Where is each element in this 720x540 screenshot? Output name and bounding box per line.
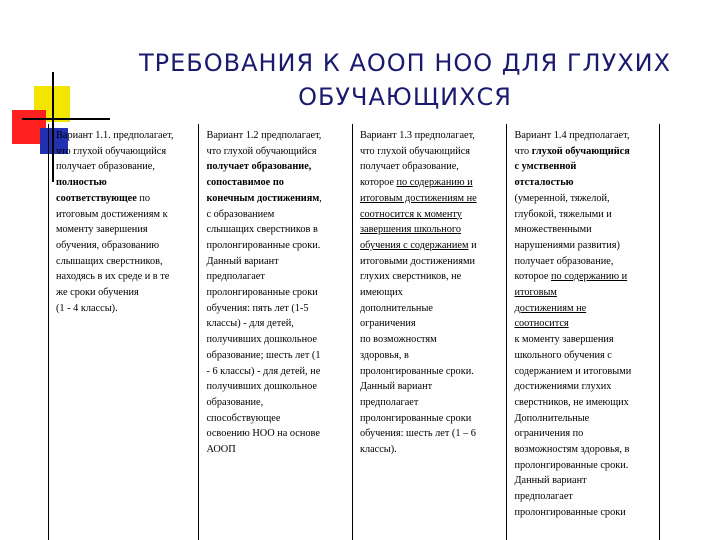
cell-text-line xyxy=(514,191,655,207)
cell-text-line xyxy=(360,348,503,364)
cell-text-line xyxy=(360,128,503,144)
cell-text-line xyxy=(56,191,194,207)
text-segment: школьного обучения с xyxy=(514,349,612,361)
text-segment: получает образование, xyxy=(514,255,614,267)
variant-cell-1-3 xyxy=(352,124,507,540)
cell-text-line xyxy=(206,395,348,411)
cell-text-line xyxy=(514,159,655,175)
text-segment: отсталостью xyxy=(514,177,574,189)
cell-text-line xyxy=(360,395,503,411)
slide-title xyxy=(100,46,710,114)
text-segment: Вариант 1.3 предполагает, xyxy=(359,130,475,141)
cell-text-line xyxy=(514,442,655,458)
cell-text-line xyxy=(360,191,503,207)
variant-cell-1-1 xyxy=(49,124,199,540)
cell-text-line xyxy=(206,222,348,238)
text-segment: Данный вариант xyxy=(359,381,433,393)
cell-text-line xyxy=(360,285,503,301)
text-segment: слышащих сверстников, xyxy=(56,255,163,267)
cell-text-line xyxy=(206,348,348,364)
cell-text-line xyxy=(56,285,194,301)
text-segment: Данный вариант xyxy=(206,255,279,267)
cell-text-line xyxy=(514,411,655,427)
cell-text-line xyxy=(514,222,655,238)
slide-title-line-2: ОБУЧАЮЩИХСЯ xyxy=(298,83,512,111)
cell-text-line xyxy=(514,379,655,395)
cell-text-line xyxy=(56,128,194,144)
text-segment: предполагает xyxy=(206,271,265,283)
text-segment: которое xyxy=(359,177,397,189)
text-segment: что xyxy=(514,145,532,157)
text-segment: Вариант 1.2 предполагает, xyxy=(206,130,322,141)
variants-row xyxy=(49,124,660,540)
cell-text-line xyxy=(56,254,194,270)
cell-text-line xyxy=(514,395,655,411)
cell-text-line xyxy=(206,269,348,285)
text-segment: к моменту завершения xyxy=(514,334,614,346)
text-segment: сверстников, не имеющих xyxy=(514,396,629,408)
cell-text-line xyxy=(360,379,503,395)
text-segment: пролонгированные сроки. xyxy=(206,239,321,251)
text-segment: пролонгированные сроки. xyxy=(359,365,474,377)
cell-text-line xyxy=(514,426,655,442)
cell-text-line xyxy=(360,332,503,348)
text-segment: и xyxy=(468,239,477,251)
text-segment: слышащих сверстников в xyxy=(206,224,318,236)
cell-text-line xyxy=(206,207,348,223)
text-segment: же сроки обучения xyxy=(56,287,139,299)
text-segment: достижениям не xyxy=(514,302,587,314)
cell-text-line xyxy=(360,207,503,223)
text-segment: здоровья, в xyxy=(359,349,409,361)
text-segment: по возможностям xyxy=(359,334,437,346)
text-segment: освоению НОО на основе xyxy=(206,428,320,440)
text-segment: по xyxy=(136,192,151,204)
text-segment: глухих сверстников, не xyxy=(359,271,462,283)
cell-text-line xyxy=(206,175,348,191)
cell-text-line xyxy=(514,285,655,301)
text-segment: соответствующее xyxy=(56,192,137,204)
cell-text-line xyxy=(206,285,348,301)
text-segment: , xyxy=(319,192,322,204)
text-segment: Данный вариант xyxy=(514,475,587,487)
cell-text-line xyxy=(360,269,503,285)
cell-text-line xyxy=(360,411,503,427)
slide-title-line-1: ТРЕБОВАНИЯ К АООП НОО ДЛЯ ГЛУХИХ xyxy=(138,49,672,77)
cell-text-line xyxy=(206,301,348,317)
cell-text-line xyxy=(206,159,348,175)
text-segment: получивших дошкольное xyxy=(206,334,317,346)
cell-text-line xyxy=(360,175,503,191)
cell-text-line xyxy=(56,144,194,160)
cell-text-line xyxy=(514,505,655,521)
cell-text-line xyxy=(514,348,655,364)
cell-text-line xyxy=(514,458,655,474)
text-segment: Вариант 1.1. предполагает, xyxy=(56,130,174,141)
text-segment: пролонгированные сроки xyxy=(359,412,472,424)
text-segment: которое xyxy=(514,271,552,283)
text-segment: пролонгированные сроки xyxy=(514,506,626,518)
text-segment: классы) - для детей, xyxy=(206,318,294,330)
cell-text-line xyxy=(360,144,503,160)
cell-text-line xyxy=(206,254,348,270)
cell-text-line xyxy=(206,442,348,458)
cell-text-line xyxy=(360,159,503,175)
variants-table xyxy=(48,124,660,540)
text-segment: классы). xyxy=(359,444,397,456)
cell-text-line xyxy=(514,269,655,285)
cell-text-line xyxy=(360,364,503,380)
cell-text-line xyxy=(360,254,503,270)
cell-text-line xyxy=(56,159,194,175)
text-segment: глубокой, тяжелыми и xyxy=(514,208,612,220)
decor-horizontal-line xyxy=(22,118,110,120)
text-segment: что глухой обучающийся xyxy=(206,145,317,157)
text-segment: находясь в их среде и в те xyxy=(56,271,170,283)
text-segment: итоговым xyxy=(514,287,557,299)
text-segment: получивших дошкольное xyxy=(206,381,317,393)
text-segment: ограничения xyxy=(359,318,416,330)
text-segment: обучения: пять лет (1-5 xyxy=(206,302,309,314)
cell-text-line xyxy=(360,442,503,458)
text-segment: пролонгированные сроки xyxy=(206,287,318,299)
text-segment: Вариант 1.4 предполагает, xyxy=(514,130,630,141)
variant-cell-1-4 xyxy=(507,124,660,540)
text-segment: дополнительные xyxy=(359,302,433,314)
text-segment: АООП xyxy=(206,444,236,456)
text-segment: что глухой обучающийся xyxy=(359,145,471,157)
cell-text-line xyxy=(360,238,503,254)
text-segment: содержанием и итоговыми xyxy=(514,365,632,377)
cell-text-line xyxy=(206,191,348,207)
cell-text-line xyxy=(514,254,655,270)
cell-text-line xyxy=(206,238,348,254)
text-segment: предполагает xyxy=(359,396,419,408)
text-segment: завершения школьного xyxy=(359,224,461,236)
cell-text-line xyxy=(206,144,348,160)
cell-text-line xyxy=(514,489,655,505)
cell-text-line xyxy=(206,364,348,380)
text-segment: по содержанию и xyxy=(551,271,628,283)
cell-text-line xyxy=(514,238,655,254)
cell-text-line xyxy=(360,426,503,442)
text-segment: получает образование, xyxy=(206,161,312,173)
text-segment: достижениями глухих xyxy=(514,381,612,393)
text-segment: - 6 классы) - для детей, не xyxy=(206,365,321,377)
text-segment: обучения с содержанием xyxy=(359,239,469,251)
cell-text-line xyxy=(514,175,655,191)
cell-text-line xyxy=(514,207,655,223)
cell-text-line xyxy=(514,332,655,348)
cell-text-line xyxy=(514,128,655,144)
text-segment: предполагает xyxy=(514,491,573,503)
text-segment: множественными xyxy=(514,224,592,236)
text-segment: получает образование, xyxy=(56,161,155,173)
text-segment: моменту завершения xyxy=(56,224,148,236)
cell-text-line xyxy=(514,144,655,160)
cell-text-line xyxy=(56,222,194,238)
cell-text-line xyxy=(206,379,348,395)
text-segment: с умственной xyxy=(514,161,577,173)
cell-text-line xyxy=(514,364,655,380)
text-segment: (умеренной, тяжелой, xyxy=(514,192,610,204)
cell-text-line xyxy=(206,426,348,442)
cell-text-line xyxy=(206,332,348,348)
cell-text-line xyxy=(360,222,503,238)
text-segment: нарушениями развития) xyxy=(514,239,620,251)
text-segment: итоговым достижениям не xyxy=(359,192,477,204)
cell-text-line xyxy=(360,301,503,317)
text-segment: соотносится к моменту xyxy=(359,208,462,220)
text-segment: образование; шесть лет (1 xyxy=(206,349,321,361)
text-segment: пролонгированные сроки. xyxy=(514,459,629,471)
cell-text-line xyxy=(56,269,194,285)
text-segment: что глухой обучающийся xyxy=(56,145,167,157)
cell-text-line xyxy=(56,301,194,317)
text-segment: обучения: шесть лет (1 – 6 xyxy=(359,428,476,440)
text-segment: конечным достижениям xyxy=(206,192,320,204)
text-segment: соотносится xyxy=(514,318,569,330)
cell-text-line xyxy=(514,316,655,332)
text-segment: имеющих xyxy=(359,287,403,299)
text-segment: обучения, образованию xyxy=(56,239,160,251)
cell-text-line xyxy=(514,301,655,317)
text-segment: итоговыми достижениями xyxy=(359,255,476,267)
text-segment: глухой обучающийся xyxy=(531,145,630,157)
cell-text-line xyxy=(206,411,348,427)
text-segment: ограничения по xyxy=(514,428,584,440)
text-segment: возможностям здоровья, в xyxy=(514,444,630,456)
cell-text-line xyxy=(56,238,194,254)
text-segment: Дополнительные xyxy=(514,412,590,424)
text-segment: способствующее xyxy=(206,412,281,424)
cell-text-line xyxy=(206,316,348,332)
text-segment: с образованием xyxy=(206,208,275,220)
cell-text-line xyxy=(206,128,348,144)
cell-text-line xyxy=(56,207,194,223)
text-segment: (1 - 4 классы). xyxy=(56,302,118,314)
cell-text-line xyxy=(514,473,655,489)
variant-cell-1-2 xyxy=(199,124,353,540)
cell-text-line xyxy=(56,175,194,191)
text-segment: сопоставимое по xyxy=(206,177,284,189)
text-segment: образование, xyxy=(206,396,264,408)
cell-text-line xyxy=(360,316,503,332)
text-segment: по содержанию и xyxy=(396,177,473,189)
text-segment: итоговым достижениям к xyxy=(56,208,168,220)
text-segment: получает образование, xyxy=(359,161,459,173)
text-segment: полностью xyxy=(56,177,107,189)
